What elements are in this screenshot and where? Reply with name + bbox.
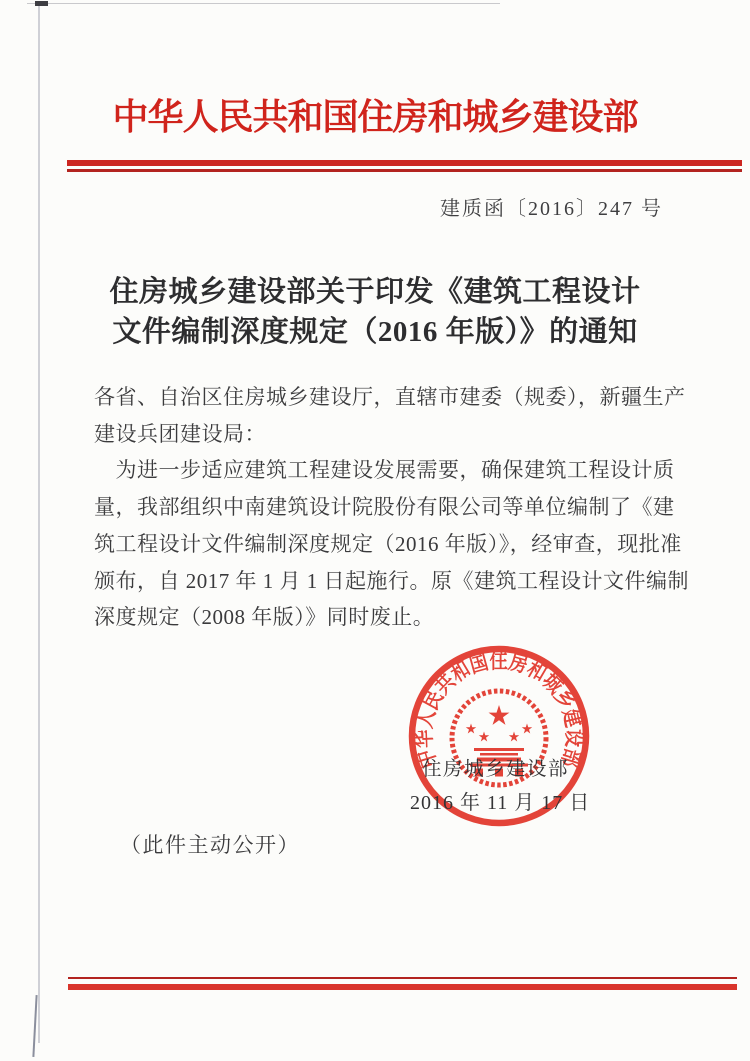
text-line: 文件编制深度规定（2016 年版）》的通知 (112, 316, 638, 348)
text-line: 颁布，自 2017 年 1 月 1 日起施行。原《建筑工程设计文件编制 (94, 568, 689, 593)
text-line: 量，我部组织中南建筑设计院股份有限公司等单位编制了《建 (94, 495, 675, 520)
text-line: 深度规定（2008 年版）》同时废止。 (94, 605, 435, 630)
letterhead-rule-thick (67, 160, 742, 166)
text-line: 建设兵团建设局： (94, 421, 266, 446)
signature-organization: 住房城乡建设部 (422, 759, 570, 780)
text-line: 为进一步适应建筑工程建设发展需要，确保建筑工程设计质 (94, 458, 675, 483)
document-body (94, 379, 689, 636)
letterhead-title: 中华人民共和国住房和城乡建设部 (112, 97, 638, 137)
disclosure-footnote: （此件主动公开） (120, 833, 300, 857)
text-line: 筑工程设计文件编制深度规定（2016 年版）》，经审查，现批准 (94, 531, 682, 556)
document-title (0, 272, 750, 352)
footer-rule-thick (68, 984, 737, 990)
footer-rule-thin (68, 977, 737, 979)
text-line: 各省、自治区住房城乡建设厅，直辖市建委（规委），新疆生产 (94, 385, 686, 409)
letterhead-rule-thin (67, 169, 742, 172)
scan-edge-left-line (38, 3, 40, 1043)
document-number: 建质函〔2016〕247 号 (440, 198, 663, 220)
scan-edge-left-dark-segment (32, 995, 37, 1057)
text-line: 住房城乡建设部关于印发《建筑工程设计 (109, 276, 641, 308)
scan-corner-mark (35, 1, 48, 6)
scan-edge-top-line (27, 3, 500, 4)
signature-date: 2016 年 11 月 17 日 (410, 792, 591, 814)
seal-ring-text: 中华人民共和国住房和城乡建设部 (410, 647, 588, 775)
